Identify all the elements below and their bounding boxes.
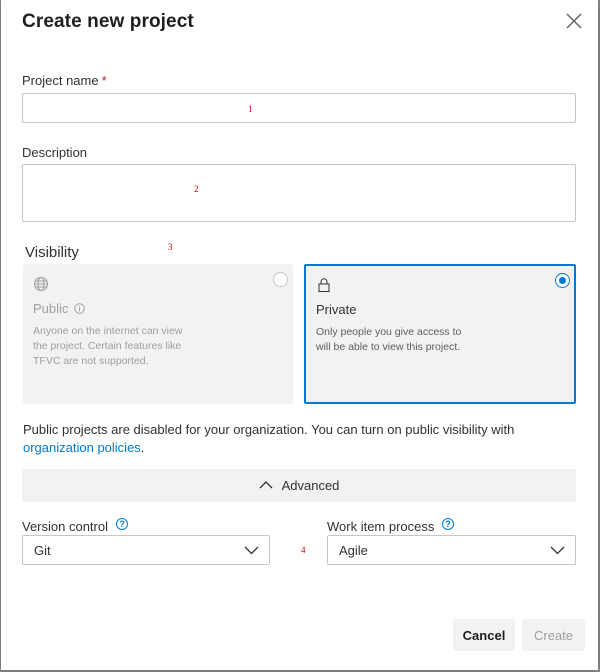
version-control-label: Version control xyxy=(22,519,108,534)
work-item-process-help-icon[interactable]: ? xyxy=(442,518,454,530)
create-button[interactable]: Create xyxy=(522,619,585,651)
project-name-input[interactable] xyxy=(22,93,576,123)
dialog-title: Create new project xyxy=(22,11,194,32)
private-option-title: Private xyxy=(316,302,357,317)
annotation-marker-2: 2 xyxy=(194,184,199,194)
globe-icon xyxy=(33,276,49,297)
chevron-up-icon xyxy=(259,480,273,489)
version-control-select[interactable] xyxy=(22,535,270,565)
cancel-button[interactable]: Cancel xyxy=(453,619,515,651)
close-icon xyxy=(563,10,585,32)
visibility-option-public[interactable] xyxy=(23,264,293,404)
private-option-description: Only people you give access to will be able to view this project. xyxy=(316,326,462,353)
project-name-label-text: Project name xyxy=(22,73,99,88)
visibility-label: Visibility xyxy=(25,244,79,261)
create-project-dialog xyxy=(1,0,598,670)
chevron-down-icon xyxy=(550,545,565,555)
work-item-process-value: Agile xyxy=(339,543,368,558)
lock-icon xyxy=(316,277,332,298)
description-textarea[interactable] xyxy=(22,164,576,222)
public-option-title xyxy=(33,301,85,316)
public-option-description: Anyone on the internet can view the project. Certain features like TFVC are not supported. xyxy=(33,325,183,367)
description-label: Description xyxy=(22,145,88,160)
close-button[interactable] xyxy=(563,10,585,32)
advanced-toggle[interactable] xyxy=(22,469,576,502)
public-radio[interactable] xyxy=(273,272,288,287)
advanced-label: Advanced xyxy=(281,478,340,493)
work-item-process-select[interactable] xyxy=(327,535,576,565)
required-mark: * xyxy=(101,73,107,88)
version-control-help-icon[interactable]: ? xyxy=(116,518,128,530)
annotation-marker-3: 3 xyxy=(168,242,173,252)
annotation-marker-4: 4 xyxy=(301,545,306,555)
chevron-down-icon xyxy=(244,545,259,555)
organization-policies-link[interactable]: organization policies xyxy=(23,440,141,455)
note-text: Public projects are disabled for your organization. You can turn on public visibility with xyxy=(23,422,515,437)
public-disabled-note xyxy=(23,421,583,457)
info-icon xyxy=(74,303,85,314)
work-item-process-label: Work item process xyxy=(327,519,435,534)
public-option-title-text: Public xyxy=(33,301,69,316)
version-control-value: Git xyxy=(34,543,51,558)
annotation-marker-1: 1 xyxy=(248,104,253,114)
private-radio[interactable] xyxy=(555,273,570,288)
project-name-label xyxy=(22,73,107,88)
visibility-option-private[interactable] xyxy=(304,264,576,404)
note-suffix: . xyxy=(140,440,145,455)
